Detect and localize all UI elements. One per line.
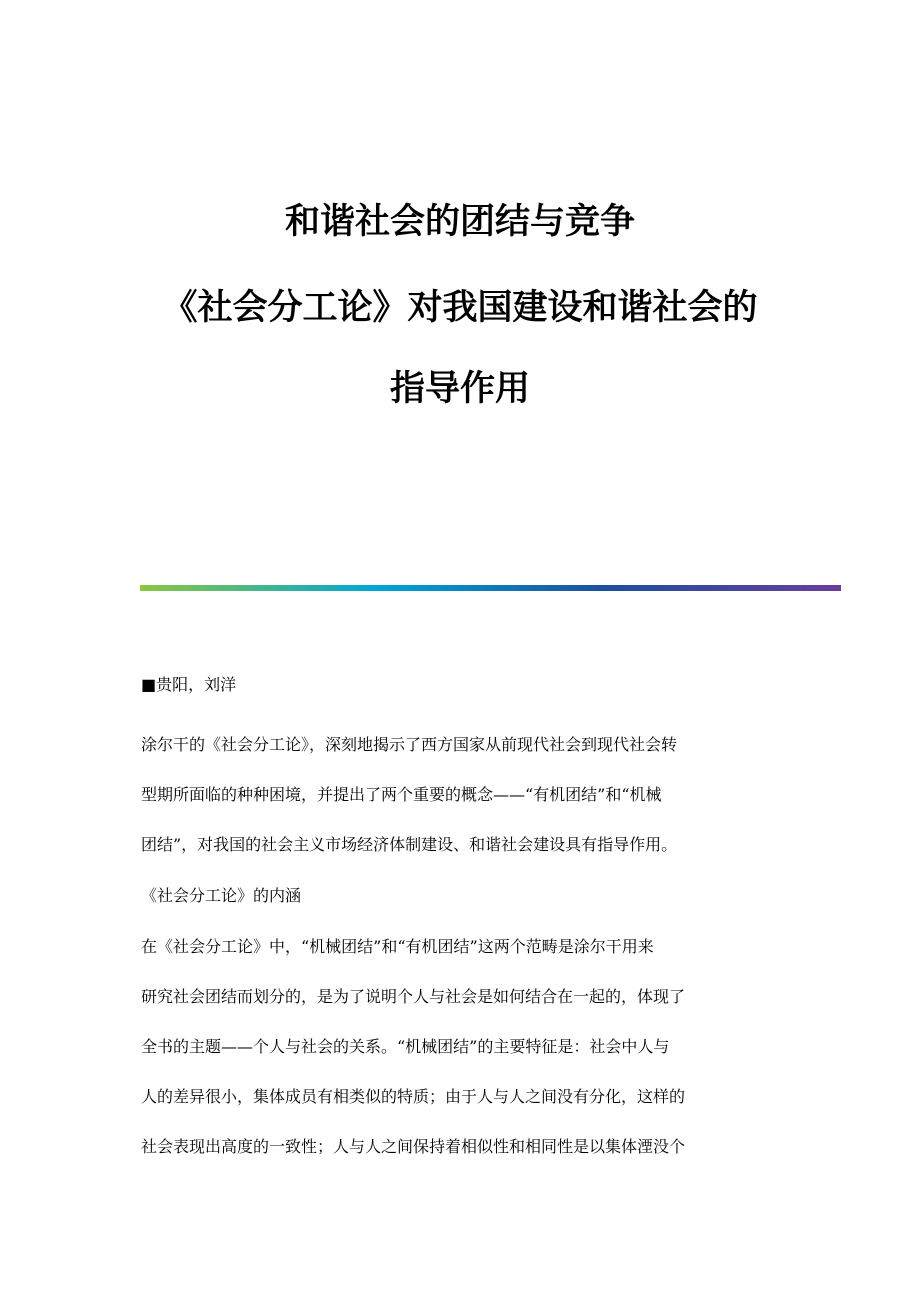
paragraph-line: 全书的主题——个人与社会的关系。“机械团结”的主要特征是：社会中人与: [141, 1037, 670, 1056]
paragraph-line: 在《社会分工论》中，“机械团结”和“有机团结”这两个范畴是涂尔干用来: [141, 937, 654, 956]
paragraph-line: 研究社会团结而划分的，是为了说明个人与社会是如何结合在一起的，体现了: [141, 987, 686, 1006]
author-line: ■贵阳，刘洋: [141, 675, 237, 694]
paragraph-line: 人的差异很小，集体成员有相类似的特质；由于人与人之间没有分化，这样的: [141, 1087, 686, 1106]
paragraph-line: 社会表现出高度的一致性；人与人之间保持着相似性和相同性是以集体湮没个: [141, 1137, 686, 1156]
gradient-divider: [140, 585, 841, 591]
paragraph-line: 团结”，对我国的社会主义市场经济体制建设、和谐社会建设具有指导作用。: [141, 835, 678, 854]
document-title: [0, 202, 920, 409]
intro-paragraph: [141, 720, 781, 870]
body-paragraph: [141, 922, 781, 1172]
paragraph-line: 型期所面临的种种困境，并提出了两个重要的概念——“有机团结”和“机械: [141, 785, 662, 804]
title-line-3: 指导作用: [389, 369, 530, 409]
title-line-2: 《社会分工论》对我国建设和谐社会的: [162, 288, 758, 328]
title-line-1: 和谐社会的团结与竞争: [284, 202, 635, 242]
section-heading: 《社会分工论》的内涵: [141, 886, 302, 905]
paragraph-line: 涂尔干的《社会分工论》，深刻地揭示了西方国家从前现代社会到现代社会转: [141, 735, 678, 754]
article-body: [141, 668, 781, 1172]
